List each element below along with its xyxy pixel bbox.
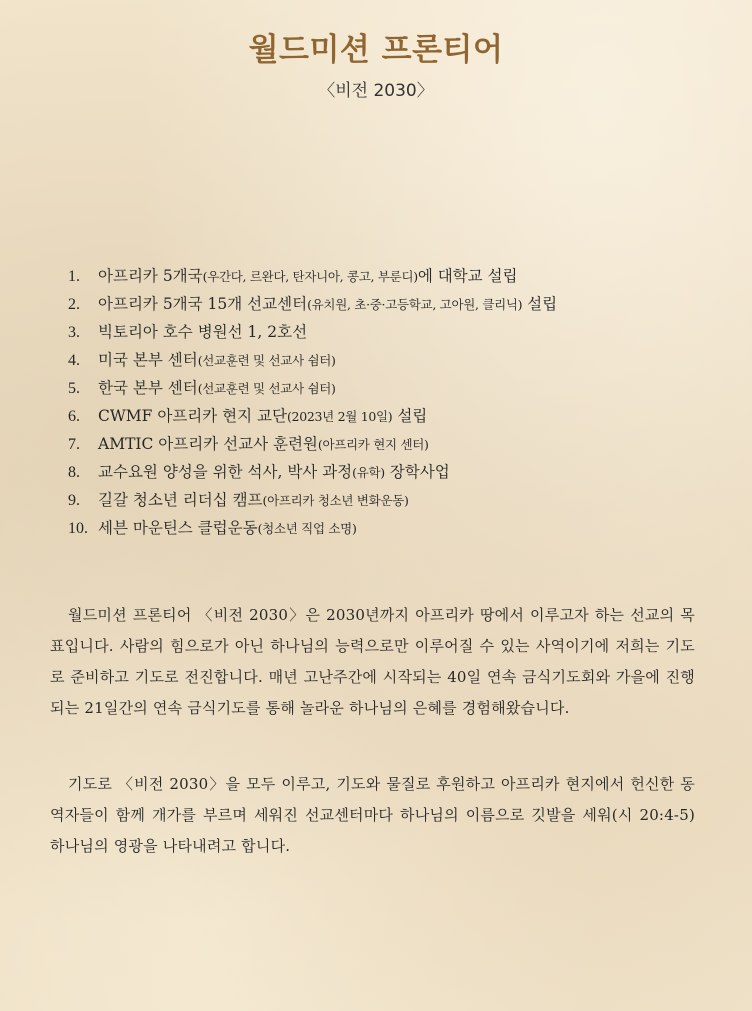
goal-text: 한국 본부 센터: [98, 379, 198, 397]
goal-tail: 설립: [522, 295, 558, 313]
goal-note: (유치원, 초·중·고등학교, 고아원, 클리닉): [307, 297, 523, 312]
goal-number: 10.: [68, 520, 88, 537]
goal-item: [68, 262, 728, 290]
goal-item: [68, 402, 728, 430]
page-subtitle: 〈비전 2030〉: [318, 81, 434, 101]
goal-tail: 에 대학교 설립: [417, 267, 518, 285]
goal-item: [68, 318, 728, 346]
page-title: 월드미션 프론티어: [248, 32, 504, 68]
goal-text: 아프리카 5개국: [98, 267, 203, 285]
vision-description-paragraph: 월드미션 프론티어 〈비전 2030〉은 2030년까지 아프리카 땅에서 이루고자 하는 선교의 목표입니다. 사람의 힘으로가 아닌 하나님의 능력으로만 이루어질 수 있는 사역이기에 저희는 기도로 준비하고 기도로 전진합니다. 매년 고난주간에 시작되는 40일 연속 금식기도회와 가을에 진행되는 21일간의 연속 금식기도를 통해 놀라운 하나님의 은혜를 경험해왔습니다.: [50, 606, 695, 717]
goal-note: (아프리카 현지 센터): [317, 437, 429, 452]
goal-note: (아프리카 청소년 변화운동): [262, 493, 409, 508]
goal-text: 세븐 마운틴스 클럽운동: [98, 519, 258, 537]
goal-text: 빅토리아 호수 병원선 1, 2호선: [98, 323, 308, 341]
goal-number: 3.: [68, 324, 80, 341]
goal-text: 교수요원 양성을 위한 석사, 박사 과정: [98, 463, 353, 481]
goal-item: [68, 374, 728, 402]
goal-note: (선교훈련 및 선교사 쉼터): [197, 381, 336, 396]
goal-number: 9.: [68, 492, 80, 509]
goal-note: (2023년 2월 10일): [286, 409, 393, 424]
goal-item: [68, 346, 728, 374]
goal-item: [68, 290, 728, 318]
goal-text: AMTIC 아프리카 선교사 훈련원: [98, 435, 318, 453]
goal-note: (선교훈련 및 선교사 쉼터): [197, 353, 336, 368]
goal-tail: 장학사업: [384, 463, 450, 481]
goal-item: [68, 458, 728, 486]
prayer-description-paragraph: 기도로 〈비전 2030〉을 모두 이루고, 기도와 물질로 후원하고 아프리카 현지에서 헌신한 동역자들이 함께 개가를 부르며 세워진 선교센터마다 하나님의 이름으로 깃발을 세워(시 20:4-5) 하나님의 영광을 나타내려고 합니다.: [50, 775, 695, 855]
goal-number: 5.: [68, 380, 80, 397]
goal-tail: 설립: [392, 407, 428, 425]
goal-number: 4.: [68, 352, 80, 369]
goal-item: [68, 514, 728, 542]
goal-text: 아프리카 5개국 15개 선교센터: [98, 295, 308, 313]
goal-number: 7.: [68, 436, 80, 453]
goal-number: 1.: [68, 268, 80, 285]
goal-item: [68, 430, 728, 458]
goal-note: (청소년 직업 소명): [257, 521, 357, 536]
goal-note: (유학): [352, 465, 385, 480]
goal-item: [68, 486, 728, 514]
goal-number: 8.: [68, 464, 80, 481]
goal-text: CWMF 아프리카 현지 교단: [98, 407, 287, 425]
goal-note: (우간다, 르완다, 탄자니아, 콩고, 부룬디): [202, 269, 418, 284]
goal-text: 길갈 청소년 리더십 캠프: [98, 491, 263, 509]
goal-number: 6.: [68, 408, 80, 425]
vision-goal-list: [68, 262, 728, 542]
goal-number: 2.: [68, 296, 80, 313]
goal-text: 미국 본부 센터: [98, 351, 198, 369]
